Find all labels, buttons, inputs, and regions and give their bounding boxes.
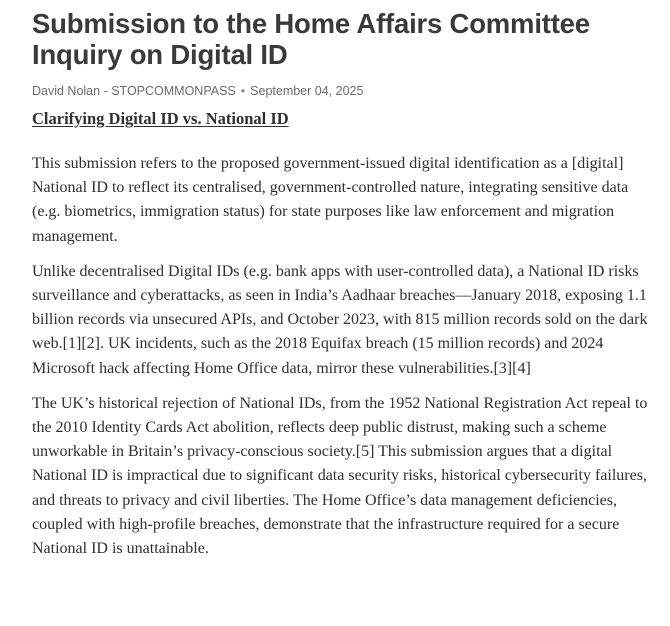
paragraph-1: This submission refers to the proposed government-issued digital identification as a [digital] National ID to reflect its centralised, government-controlled nature, integrating sensitive data (e.g. biometrics, immigration status) for state purposes like law enforcement and migration management.: [32, 155, 629, 245]
footnote-ref-1[interactable]: [1]: [62, 335, 82, 353]
byline: [32, 83, 657, 99]
article-body: [32, 152, 657, 561]
footnote-ref-3[interactable]: [3]: [493, 359, 513, 377]
author-link[interactable]: David Nolan - STOPCOMMONPASS: [32, 84, 236, 98]
section-heading: Clarifying Digital ID vs. National ID: [32, 109, 289, 128]
paragraph-2-text-a: Unlike decentralised Digital IDs (e.g. bank apps with user-controlled data), a National ID risks surveillance and cyberattacks, as seen in India’s Aadhaar breaches—January 2018, exposing 1.1 billion records via unsecured APIs, and October 2023, with 815 million records sold on the dark web.: [32, 262, 648, 353]
publish-date: September 04, 2025: [250, 84, 364, 98]
paragraph-3-text-a: The UK’s historical rejection of National IDs, from the 1952 National Registration Act repeal to the 2010 Identity Cards Act abolition, reflects deep public distrust, making such a scheme unworkable in Britain’s privacy-conscious society.: [32, 394, 648, 461]
page-title: [32, 8, 657, 70]
title-line-2: Inquiry on Digital ID: [32, 39, 288, 70]
title-line-1: Submission to the Home Affairs Committee: [32, 8, 590, 39]
footnote-ref-4[interactable]: [4]: [512, 359, 531, 377]
footnote-ref-2[interactable]: [2]: [81, 335, 100, 353]
paragraph-2: [32, 260, 657, 381]
paragraph-2-text-b: . UK incidents, such as the 2018 Equifax breach (15 million records) and 2024 Microsoft hack affecting Home Office data, mirror these vulnerabilities.: [32, 335, 604, 377]
paragraph-3: [32, 392, 657, 561]
footnote-ref-5[interactable]: [5]: [355, 443, 375, 461]
byline-separator: •: [240, 84, 246, 98]
paragraph-3-text-b: This submission argues that a digital National ID is impractical due to significant data security risks, historical cybersecurity failures, and threats to privacy and civil liberties. The Home Office’s data management deficiencies, coupled with high-profile breaches, demonstrate that the infrastructure required for a secure National ID is unattainable.: [32, 443, 647, 558]
article: [32, 8, 657, 572]
